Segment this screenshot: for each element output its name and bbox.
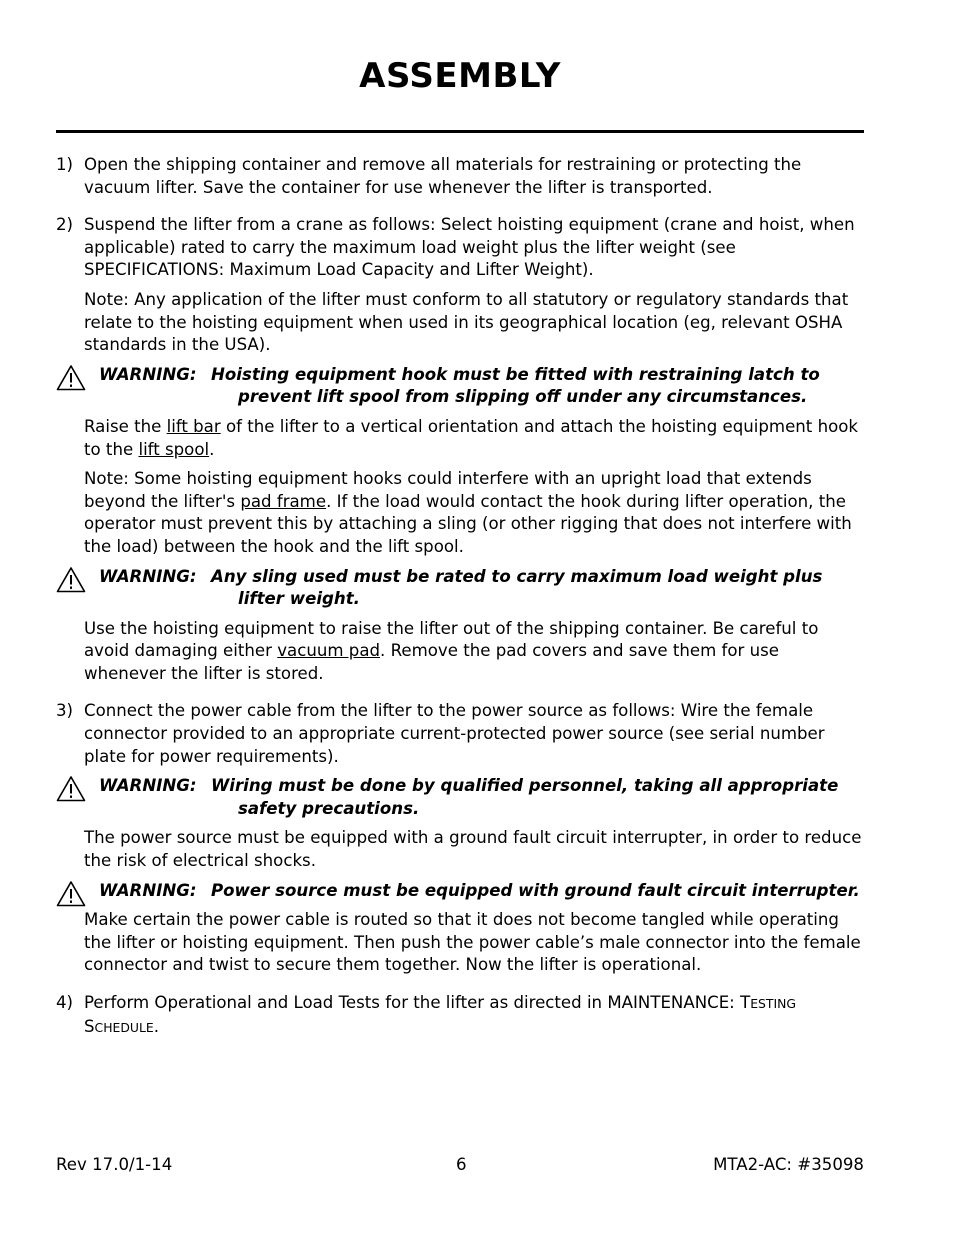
small-caps-word (84, 1017, 154, 1036)
warning-text-continued: safety precautions. (238, 798, 420, 818)
warning-triangle-icon (56, 566, 86, 593)
step-1-text: Open the shipping container and remove all materials for restraining or protecting the vacuum lifter. Save the container for use whenever the lifter is transported. (84, 155, 802, 197)
warning-sling-rating (56, 566, 864, 611)
text-run: Use the hoisting equipment to raise the lifter out of the shipping container. Be careful to avoid damaging either (84, 618, 819, 661)
page-number: 6 (456, 1155, 467, 1174)
step-number: 3) (56, 701, 74, 721)
step-2-raise-lifter (84, 618, 864, 686)
pad-frame-term: pad frame (240, 491, 327, 511)
step-1 (56, 154, 864, 199)
lift-spool-term: lift spool (138, 439, 210, 459)
warning-label: WARNING: (99, 776, 197, 796)
warning-triangle-icon (56, 775, 86, 802)
warning-text: Power source must be equipped with ground fault circuit interrupter. (211, 880, 860, 900)
step-2-note: Note: Any application of the lifter must conform to all statutory or regulatory standards that relate to the hoisting equipment when used in its geographical location (eg, relevant OSHA standards in the USA). (84, 289, 849, 355)
warning-gfci (56, 880, 864, 903)
step-2-lift-instructions (84, 416, 864, 461)
revision-label: Rev 17.0/1-14 (56, 1155, 173, 1174)
warning-triangle-icon (56, 364, 86, 391)
text-run: S (84, 1016, 95, 1036)
step-3 (56, 700, 864, 977)
text-run: . (209, 439, 215, 459)
text-run: of the lifter to a vertical orientation and attach the hoisting equipment hook to the (84, 416, 859, 459)
warning-hook-latch (56, 364, 864, 409)
step-2 (56, 214, 864, 685)
text-run: . If the load would contact the hook during lifter operation, the operator must prevent this by attaching a sling (or other rigging that does not interfere with the load) between the hook and the lift spool. (84, 491, 852, 556)
assembly-instructions (56, 154, 864, 1054)
text-run: . (153, 1016, 159, 1036)
step-4-text (84, 992, 864, 1039)
warning-label: WARNING: (99, 880, 197, 900)
text-run: Raise the (84, 416, 167, 436)
warning-label: WARNING: (99, 566, 197, 586)
text-run: CHEDULE (94, 1019, 154, 1035)
vacuum-pad-term: vacuum pad (277, 641, 381, 661)
warning-text-continued: prevent lift spool from slipping off under any circumstances. (238, 387, 808, 407)
warning-qualified-wiring (56, 775, 864, 820)
warning-text: Hoisting equipment hook must be fitted with restraining latch to (211, 364, 820, 384)
text-run: . Remove the pad covers and save them for use whenever the lifter is stored. (84, 641, 780, 683)
lift-bar-term: lift bar (166, 416, 221, 436)
small-caps-word (740, 993, 796, 1012)
warning-triangle-icon (56, 880, 86, 907)
document-id: MTA2-AC: #35098 (713, 1155, 864, 1174)
warning-text: Wiring must be done by qualified personnel, taking all appropriate (211, 776, 839, 796)
step-2-hook-note (84, 468, 864, 558)
step-number: 1) (56, 155, 74, 174)
step-3-cable-routing: Make certain the power cable is routed so that it does not become tangled while operating the lifter or hoisting equipment. Then push the power cable’s male connector into the female connector and twist to secure them together. Now the lifter is operational. (84, 910, 861, 975)
text-run: Perform Operational and Load Tests for the lifter as directed in MAINTENANCE: (84, 993, 741, 1012)
step-3-gfci-text: The power source must be equipped with a ground fault circuit interrupter, in order to reduce the risk of electrical shocks. (84, 828, 862, 871)
step-2-text: Suspend the lifter from a crane as follows: Select hoisting equipment (crane and hoist, when applicable) rated to carry the maximum load weight plus the lifter weight (see SPECIFICATIONS: Maximum Load Capacity and Lifter Weight). (84, 215, 855, 280)
step-4 (56, 992, 864, 1039)
warning-text: Any sling used must be rated to carry maximum load weight plus (211, 566, 823, 586)
warning-label: WARNING: (99, 364, 197, 384)
text-run: ESTING (750, 996, 796, 1011)
text-run: Note: Some hoisting equipment hooks could interfere with an upright load that extends beyond the lifter's (84, 469, 812, 511)
warning-text-continued: lifter weight. (238, 589, 360, 609)
page-title: ASSEMBLY (359, 56, 561, 96)
text-run: T (740, 993, 751, 1012)
step-3-text: Connect the power cable from the lifter to the power source as follows: Wire the female connector provided to an appropriate current-protected power source (see serial number plate for power requirements). (84, 701, 825, 766)
step-number: 2) (56, 215, 74, 235)
step-number: 4) (56, 993, 74, 1012)
title-divider (56, 130, 864, 133)
